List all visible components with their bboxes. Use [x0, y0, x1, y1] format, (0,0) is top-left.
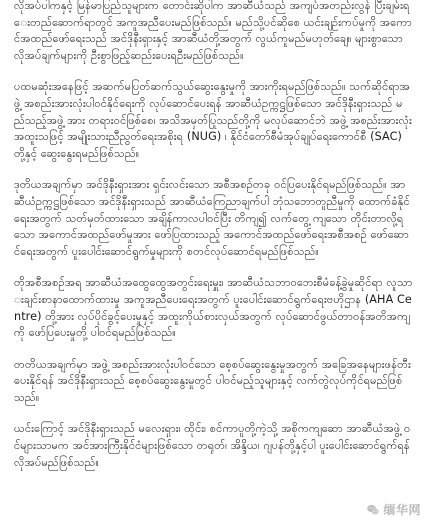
article-paragraph-2: ပထမဆုံးအနေဖြင့် အဆက်မပြတ်ဆက်သွယ်ဆွေးနွေးမှုကို အားကိုးရမည်ဖြစ်သည်။ သက်ဆိုင်ရာအဖွဲ့ အစည်းအားလုံးပါဝင်နိုင်ရေးကို လုပ်ဆောင်ပေးရန် အာဆီယံဥက္ကဋ္ဌဖြစ်သော အင်ဒိုနီးရှားသည် မည်သည့်အဖွဲ့ အား တရားဝင်ဖြစ်စေ၊ အသိအမှတ်ပြုသည်တို့ကို မလုပ်ဆောင်ဘဲ အဖွဲ့ အစည်းအားလုံး အထူးသဖြင့် အမျိုးသားညီညွတ်ရေးအစိုးရ (NUG) ၊ နိုင်ငံတော်စီမံအုပ်ချုပ်ရေးကောင်စီ (SAC) တို့နှင့် ဆွေးနွေးရမည်ဖြစ်သည်။ [14, 80, 412, 160]
wechat-logo-icon [366, 503, 380, 517]
article-paragraph-3: ဒုတိယအချက်မှာ အင်ဒိုနီးရှားအား ရှင်းလင်းသော အစီအစဉ်တခု ဝင်ပြပေးနိုင်ရမည်ဖြစ်သည်။ အာဆီယံဥက္ကဋ္ဌဖြစ်သော အင်ဒိုနီးရှားသည် အာဆီယံကြေညာချက်ပါ ဘုံသဘောတူညီမှုကို ထောက်ခံနိုင်ရေးအတွက် သတ်မှတ်ထားသော အချိန်ကာလပါဝင်ပြီး တိကျ၍ လက်တွေ့ ကျသော တိုင်းတာလို့ရသော အကောင်အထည်ဖော်မှုအား ဖော်ပြထားသည့် အကောင်အထည်ဖော်ရေးအစီအစဉ် ဖော်ဆောင်ရေးအတွက် ပူးပေါင်းဆောင်ရွက်မှုများကို စတင်လုပ်ဆောင်ရမည်ဖြစ်သည်။ [14, 178, 410, 258]
article-paragraph-1: လိုအပ်ပါကနှင့် မြန်မာပြည်သူများက တောင်းဆိုပါက အာဆီယံသည် အကျပ်အတည်းလွန် ပြီးချမ်းရေးတည်ဆောက်ရာတွင် အကူအညီပေးမည်ဖြစ်သည်။ မည်သို့ပင်ဆိုစေ ယင်းချဉ်းကပ်မှုကို အကောင်အထည်ဖော်ရေးသည် အင်ဒိုနီးရှားနှင့် အာဆီယံတို့အတွက် လွယ်ကူမည်မဟုတ်ချေ။ များစွာသော လိုအပ်ချက်များကို ဦးစွာဖြည့်ဆည်းပေးရဦးမည်ဖြစ်သည်။ [14, 0, 412, 62]
article-paragraph-5: တတိယအချက်မှာ အဖွဲ့ အစည်းအားလုံးပါဝင်သော စေ့စပ်ဆွေးနွေးမှုအတွက် အခြေအနေများဖန်တီးပေးနိုင်ရန် အင်ဒိုနီးရှားသည် စေ့စပ်ဆွေးနွေးမှုတွင် ပါဝင်မည့်သူများနှင့် လက်တွဲလုပ်ကိုင်ရမည်ဖြစ်သည်။ [14, 357, 411, 404]
article-paragraph-4: တိုအစီအစဉ်အရ အာဆီယံအထွေထွေအတွင်းရေးမှူး၊ အာဆီယံသဘာဝဘေးစီမံခန့်ခွဲမှုဆိုင်ရာ လူသားချင်းစာနာထောက်ထားမှု အကူအညီပေးရေးအတွက် ပူးပေါင်းဆောင်ရွက်ရေးဗဟိုဌာန (AHA Centre) တို့အား လုပ်ပိုင်ခွင့်ပေးမှုနှင့် အထူးကိုယ်စားလှယ်အတွက် လုပ်ဆောင်ဖွယ်တာဝန်အတိအကျကို ဖော်ပြပေးမှုတို့ ပါဝင်ရမည်ဖြစ်သည်။ [14, 276, 413, 340]
article-paragraph-6: ယင်းကြောင့် အင်ဒိုနီးရှားသည် မလေးရှား၊ ထိုင်း၊ စင်ကာပူတို့ကဲ့သို့ အစိုကကျဆော အာဆီယံအဖွဲ့ ဝင်များသာမက အင်အားကြီးနိုင်ငံများဖြစ်သော တရုတ်၊ အိန္ဒိယ၊ ဂျပန်တို့နှင့်ပါ ပူးပေါင်းဆောင်ရွက်ရန် လိုအပ်မည်ဖြစ်သည်။ [14, 422, 411, 469]
watermark [366, 501, 421, 518]
watermark-text: 缅华网 [383, 503, 421, 517]
